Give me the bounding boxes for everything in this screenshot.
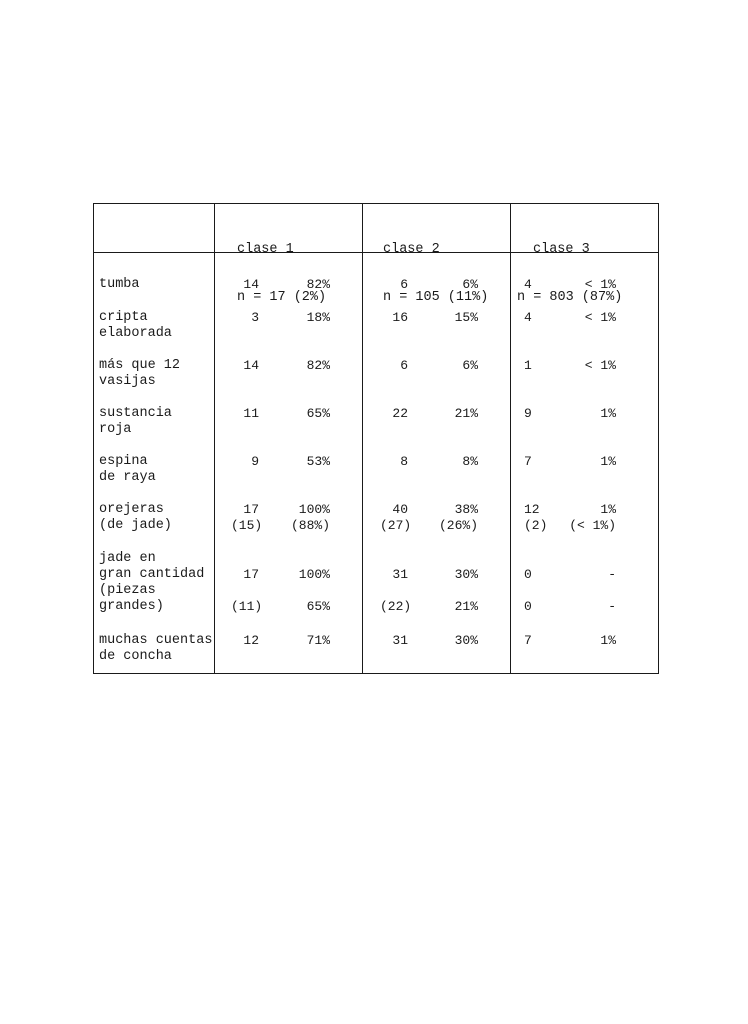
class-1-sub-percent: 65%	[306, 599, 330, 614]
class-3-count: 7	[524, 633, 532, 648]
class-1-percent: 100%	[298, 567, 330, 582]
row-label: tumba	[99, 277, 140, 292]
class-2-count: 6	[400, 358, 408, 373]
class-1-count: 12	[243, 633, 259, 648]
class-1-count: 11	[243, 406, 259, 421]
header-class-1-title: clase 1	[237, 242, 294, 257]
row-label: jade en gran cantidad (piezas grandes)	[99, 551, 205, 614]
header-class-2-count: n = 105 (11%)	[383, 290, 489, 305]
class-2-sub-count: (27)	[380, 518, 412, 533]
class-1-percent: 71%	[306, 633, 330, 648]
column-divider-2	[362, 204, 363, 673]
class-3-percent: 1%	[600, 633, 616, 648]
column-divider-1	[214, 204, 215, 673]
class-1-percent: 82%	[306, 277, 330, 292]
class-2-percent: 30%	[454, 633, 478, 648]
class-3-percent: 1%	[600, 406, 616, 421]
row-label: muchas cuentas de concha	[99, 633, 213, 664]
class-2-sub-percent: (26%)	[438, 518, 478, 533]
class-1-count: 17	[243, 567, 259, 582]
class-1-percent: 100%	[298, 502, 330, 517]
class-1-sub-percent: (88%)	[290, 518, 330, 533]
class-1-count: 17	[243, 502, 259, 517]
class-3-percent: -	[608, 567, 616, 582]
header-class-2-title: clase 2	[383, 242, 440, 257]
class-3-count: 9	[524, 406, 532, 421]
class-3-sub-count: 0	[524, 599, 532, 614]
class-1-percent: 82%	[306, 358, 330, 373]
class-2-count: 31	[392, 567, 408, 582]
class-2-count: 40	[392, 502, 408, 517]
class-3-count: 4	[524, 277, 532, 292]
header-class-3-count: n = 803 (87%)	[517, 290, 623, 305]
class-1-count: 9	[251, 454, 259, 469]
class-1-sub-count: (11)	[231, 599, 263, 614]
class-3-percent: < 1%	[584, 277, 616, 292]
data-table	[93, 203, 659, 674]
class-3-sub-percent: (< 1%)	[569, 518, 616, 533]
row-label: sustancia roja	[99, 406, 172, 437]
class-2-percent: 8%	[462, 454, 478, 469]
class-2-percent: 6%	[462, 277, 478, 292]
class-2-count: 16	[392, 310, 408, 325]
column-divider-3	[510, 204, 511, 673]
class-3-sub-count: (2)	[524, 518, 548, 533]
class-1-sub-count: (15)	[231, 518, 263, 533]
row-label: espina de raya	[99, 454, 156, 485]
class-2-sub-percent: 21%	[454, 599, 478, 614]
class-3-count: 12	[524, 502, 540, 517]
class-1-count: 14	[243, 277, 259, 292]
class-2-percent: 30%	[454, 567, 478, 582]
class-2-percent: 21%	[454, 406, 478, 421]
class-1-count: 3	[251, 310, 259, 325]
row-label: cripta elaborada	[99, 310, 172, 341]
class-3-percent: < 1%	[584, 358, 616, 373]
class-2-percent: 6%	[462, 358, 478, 373]
class-2-count: 6	[400, 277, 408, 292]
class-1-count: 14	[243, 358, 259, 373]
class-1-percent: 53%	[306, 454, 330, 469]
row-label: más que 12 vasijas	[99, 358, 181, 389]
class-2-percent: 15%	[454, 310, 478, 325]
class-3-sub-percent: -	[608, 599, 616, 614]
class-2-percent: 38%	[454, 502, 478, 517]
class-3-count: 7	[524, 454, 532, 469]
class-3-count: 4	[524, 310, 532, 325]
class-2-count: 31	[392, 633, 408, 648]
class-3-count: 0	[524, 567, 532, 582]
class-3-count: 1	[524, 358, 532, 373]
class-3-percent: < 1%	[584, 310, 616, 325]
class-3-percent: 1%	[600, 454, 616, 469]
class-1-percent: 18%	[306, 310, 330, 325]
class-2-count: 8	[400, 454, 408, 469]
class-2-sub-count: (22)	[380, 599, 412, 614]
header-class-3-title: clase 3	[533, 242, 590, 257]
class-3-percent: 1%	[600, 502, 616, 517]
header-class-1-count: n = 17 (2%)	[237, 290, 327, 305]
class-1-percent: 65%	[306, 406, 330, 421]
row-label: orejeras (de jade)	[99, 502, 172, 533]
class-2-count: 22	[392, 406, 408, 421]
